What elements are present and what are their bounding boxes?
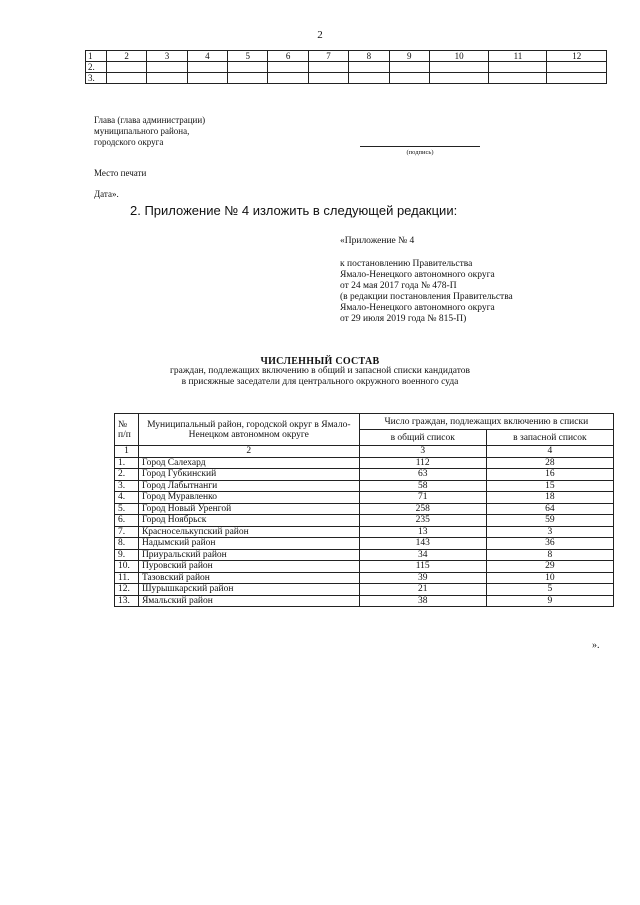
table-row	[115, 538, 614, 550]
top-table-header-cell: 5	[228, 51, 268, 62]
table-row	[115, 503, 614, 515]
reserve-count: 59	[486, 515, 613, 527]
top-table-cell	[147, 73, 187, 84]
district-name: Приуральский район	[138, 549, 359, 561]
top-table-cell	[268, 62, 308, 73]
header-district: Муниципальный район, городской округ в Ямало-Ненецком автономном округе	[138, 414, 359, 446]
header-general: в общий список	[359, 430, 486, 446]
signature-line: городского округа	[94, 137, 164, 147]
index-cell: 1	[115, 446, 139, 458]
top-table-cell	[228, 73, 268, 84]
document-title: ЧИСЛЕННЫЙ СОСТАВ	[260, 356, 380, 367]
top-table-header-cell: 8	[349, 51, 389, 62]
top-table-cell	[308, 73, 348, 84]
top-table-cell	[389, 73, 429, 84]
general-count: 58	[359, 480, 486, 492]
top-table-cell	[349, 62, 389, 73]
top-table-row	[86, 62, 607, 73]
table-row	[115, 515, 614, 527]
general-count: 235	[359, 515, 486, 527]
top-table-cell	[429, 73, 488, 84]
top-table-header-cell: 1	[86, 51, 107, 62]
reserve-count: 64	[486, 503, 613, 515]
row-number: 5.	[115, 503, 139, 515]
subtitle-line: в присяжные заседатели для центрального окружного военного суда	[181, 377, 459, 387]
reserve-count: 9	[486, 595, 613, 607]
row-number: 1.	[115, 457, 139, 469]
top-table	[85, 50, 607, 84]
reserve-count: 29	[486, 561, 613, 573]
general-count: 143	[359, 538, 486, 550]
row-number: 2.	[115, 469, 139, 481]
population-table	[114, 413, 614, 607]
top-table-cell: 2.	[86, 62, 107, 73]
district-name: Город Ноябрьск	[138, 515, 359, 527]
top-table-cell	[429, 62, 488, 73]
index-cell: 2	[138, 446, 359, 458]
table-row	[115, 595, 614, 607]
district-name: Ямальский район	[138, 595, 359, 607]
top-table-cell	[268, 73, 308, 84]
page-number: 2	[317, 29, 323, 41]
table-row	[115, 549, 614, 561]
district-name: Город Лабытнанги	[138, 480, 359, 492]
closing-quote: ».	[592, 640, 600, 651]
reserve-count: 5	[486, 584, 613, 596]
general-count: 21	[359, 584, 486, 596]
table-header-row	[115, 414, 614, 430]
appendix-header	[340, 236, 513, 325]
district-name: Город Салехард	[138, 457, 359, 469]
table-row	[115, 480, 614, 492]
top-table-header-cell: 9	[389, 51, 429, 62]
signature-block	[94, 115, 205, 148]
top-table-header-cell: 7	[308, 51, 348, 62]
table-row	[115, 561, 614, 573]
top-table-header-cell: 11	[489, 51, 547, 62]
table-index-row	[115, 446, 614, 458]
stamp-place: Место печати	[94, 168, 147, 178]
top-table-cell	[489, 73, 547, 84]
header-num: № п/п	[115, 414, 139, 446]
top-table-header-row	[86, 51, 607, 62]
row-number: 13.	[115, 595, 139, 607]
top-table-cell	[107, 73, 147, 84]
signature-caption: (подпись)	[406, 149, 434, 156]
top-table-row	[86, 73, 607, 84]
district-name: Красноселькупский район	[138, 526, 359, 538]
general-count: 63	[359, 469, 486, 481]
reserve-count: 8	[486, 549, 613, 561]
top-table-header-cell: 2	[107, 51, 147, 62]
top-table-cell	[308, 62, 348, 73]
table-row	[115, 469, 614, 481]
top-table-cell	[547, 62, 607, 73]
row-number: 3.	[115, 480, 139, 492]
signature-line: Глава (глава администрации)	[94, 115, 206, 125]
general-count: 258	[359, 503, 486, 515]
top-table-cell	[187, 62, 227, 73]
district-name: Город Муравленко	[138, 492, 359, 504]
table-row	[115, 526, 614, 538]
top-table-header-cell: 10	[429, 51, 488, 62]
district-name: Надымский район	[138, 538, 359, 550]
top-table-cell	[489, 62, 547, 73]
row-number: 10.	[115, 561, 139, 573]
subtitle-line: граждан, подлежащих включению в общий и запасной списки кандидатов	[169, 366, 471, 376]
signature-line: муниципального района,	[94, 126, 190, 136]
district-name: Шурышкарский район	[138, 584, 359, 596]
top-table-cell	[389, 62, 429, 73]
appendix-line: от 24 мая 2017 года № 478-П	[340, 281, 457, 291]
reserve-count: 10	[486, 572, 613, 584]
general-count: 112	[359, 457, 486, 469]
top-table-cell: 3.	[86, 73, 107, 84]
table-row	[115, 572, 614, 584]
point-2-text: 2. Приложение № 4 изложить в следующей редакции:	[130, 203, 458, 218]
row-number: 9.	[115, 549, 139, 561]
top-table-header-cell: 4	[187, 51, 227, 62]
reserve-count: 18	[486, 492, 613, 504]
top-table-header-cell: 3	[147, 51, 187, 62]
general-count: 115	[359, 561, 486, 573]
top-table-cell	[187, 73, 227, 84]
document-subtitle	[0, 366, 640, 388]
general-count: 34	[359, 549, 486, 561]
appendix-line: Ямало-Ненецкого автономного округа	[340, 303, 495, 313]
top-table-header-cell: 6	[268, 51, 308, 62]
general-count: 38	[359, 595, 486, 607]
row-number: 8.	[115, 538, 139, 550]
row-number: 6.	[115, 515, 139, 527]
table-row	[115, 584, 614, 596]
row-number: 7.	[115, 526, 139, 538]
appendix-line: к постановлению Правительства	[340, 259, 473, 269]
top-table-cell	[349, 73, 389, 84]
row-number: 12.	[115, 584, 139, 596]
general-count: 39	[359, 572, 486, 584]
top-table-header-cell: 12	[547, 51, 607, 62]
reserve-count: 36	[486, 538, 613, 550]
row-number: 4.	[115, 492, 139, 504]
district-name: Город Губкинский	[138, 469, 359, 481]
top-table-cell	[228, 62, 268, 73]
appendix-line: (в редакции постановления Правительства	[340, 292, 513, 302]
signature-underline	[360, 146, 480, 147]
district-name: Город Новый Уренгой	[138, 503, 359, 515]
appendix-line: от 29 июля 2019 года № 815-П)	[340, 314, 467, 324]
header-count: Число граждан, подлежащих включению в списки	[359, 414, 613, 430]
index-cell: 4	[486, 446, 613, 458]
top-table-cell	[547, 73, 607, 84]
reserve-count: 16	[486, 469, 613, 481]
index-cell: 3	[359, 446, 486, 458]
date-label: Дата».	[94, 189, 119, 199]
district-name: Пуровский район	[138, 561, 359, 573]
row-number: 11.	[115, 572, 139, 584]
district-name: Тазовский район	[138, 572, 359, 584]
header-reserve: в запасной список	[486, 430, 613, 446]
table-row	[115, 492, 614, 504]
table-row	[115, 457, 614, 469]
top-table-cell	[147, 62, 187, 73]
general-count: 13	[359, 526, 486, 538]
appendix-line: Ямало-Ненецкого автономного округа	[340, 270, 495, 280]
reserve-count: 15	[486, 480, 613, 492]
appendix-title: «Приложение № 4	[340, 236, 415, 246]
reserve-count: 3	[486, 526, 613, 538]
top-table-cell	[107, 62, 147, 73]
general-count: 71	[359, 492, 486, 504]
reserve-count: 28	[486, 457, 613, 469]
